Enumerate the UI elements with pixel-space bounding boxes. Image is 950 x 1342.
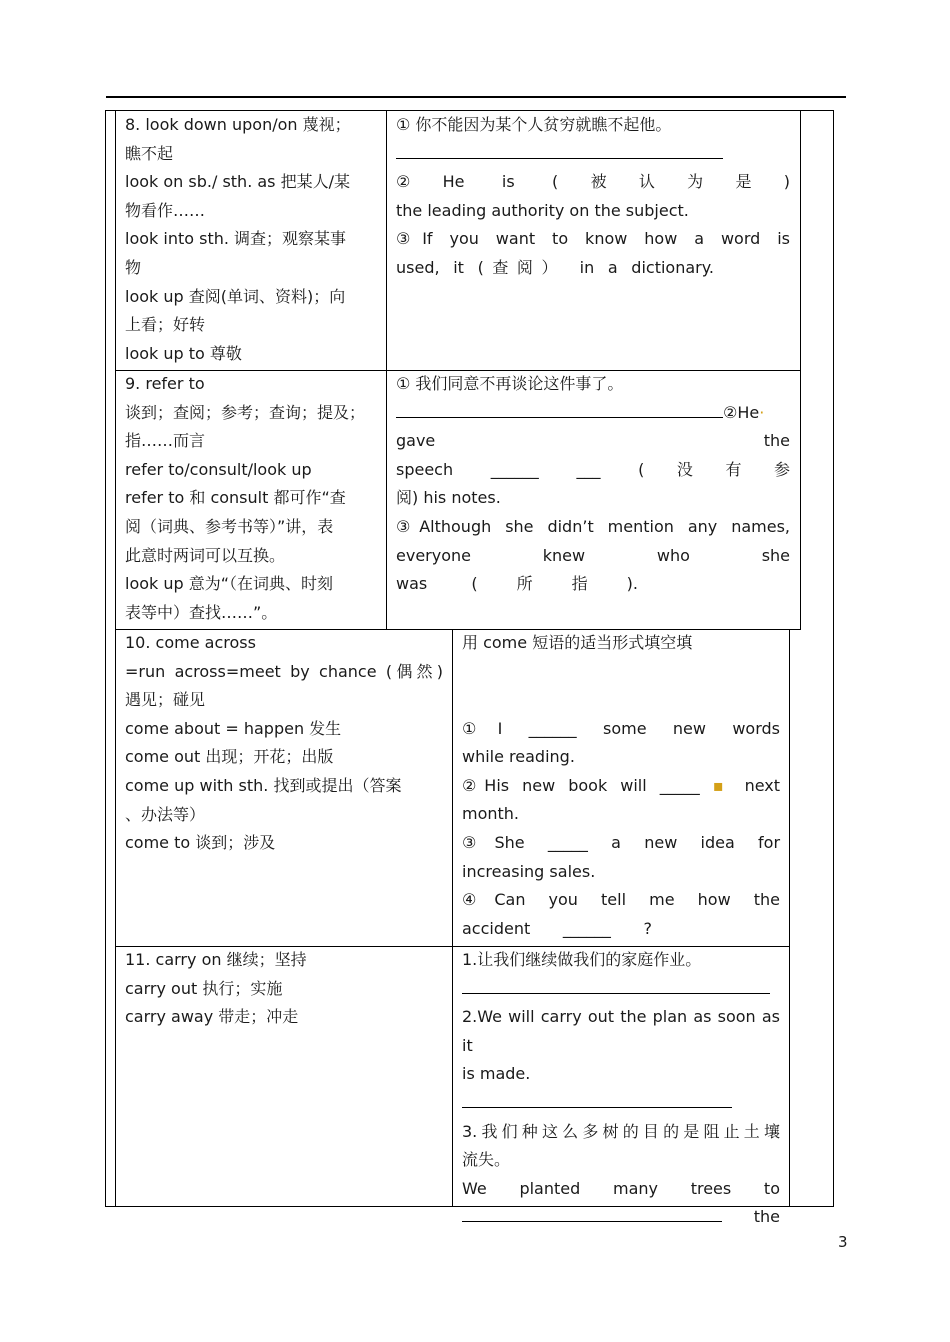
exercise-hint: (查阅）: [477, 257, 566, 277]
exercise-text: it: [453, 257, 464, 277]
left-line: 11. carry on 继续；坚持: [125, 950, 307, 969]
exercise-line: 2.We will carry out the plan as soon as it: [462, 1007, 780, 1055]
exercise-line: [396, 168, 790, 197]
exercise-text: in a dictionary.: [579, 257, 714, 277]
marker-dot: ▪: [712, 775, 732, 795]
exercise-hint: (被认为是): [552, 172, 790, 192]
header-rule: [106, 96, 846, 98]
row1-right-cell: [396, 111, 790, 283]
table-border-inner-left: [115, 110, 116, 1207]
exercise-text: for: [758, 832, 781, 852]
exercise-text: new: [672, 718, 706, 738]
left-line: refer to/consult/look up: [125, 459, 312, 479]
exercise-text: used,: [396, 257, 440, 277]
page-number: 3: [838, 1233, 848, 1251]
exercise-text: ②His new book will _____: [462, 775, 700, 795]
left-line: 指……而言: [125, 431, 206, 451]
exercise-line: [396, 570, 638, 599]
exercise-text: next: [744, 775, 781, 795]
left-line: 阅（词典、参考书等）”讲，表: [125, 516, 334, 536]
left-text: =run across=meet by chance: [125, 661, 377, 681]
left-line: come up with sth. 找到或提出（答案: [125, 775, 402, 795]
exercise-text: ?: [643, 918, 652, 938]
exercise-prompt: 1.让我们继续做我们的家庭作业。: [462, 950, 702, 969]
exercise-line: [462, 829, 780, 858]
exercise-text: who: [656, 545, 690, 565]
exercise-text: some: [603, 718, 647, 738]
left-line: look on sb./ sth. as 把某人/某: [125, 172, 350, 192]
exercise-text: the: [763, 431, 790, 451]
table-border-right: [833, 110, 834, 1207]
exercise-text: everyone: [396, 545, 471, 565]
row1-left-cell: [125, 111, 378, 368]
left-line: 表等中）查找……”。: [125, 602, 278, 622]
exercise-line: 流失。: [462, 1150, 511, 1170]
left-line: look up 查阅(单词、资料)；向: [125, 286, 346, 306]
left-line: come about = happen 发生: [125, 718, 342, 738]
exercise-text: accident: [462, 918, 531, 938]
left-line: come out 出现；开花；出版: [125, 747, 334, 767]
row3-right-cell: [462, 629, 780, 943]
left-line: 遇见；碰见: [125, 690, 206, 710]
exercise-line: [462, 772, 780, 801]
exercise-line: [462, 915, 652, 944]
row3-left-cell: [125, 629, 443, 858]
exercise-text: gave: [396, 431, 436, 451]
left-line: 9. refer to: [125, 374, 205, 393]
left-line: [125, 658, 443, 687]
exercise-text: ③She: [462, 832, 525, 852]
left-line: carry away 带走；冲走: [125, 1007, 299, 1027]
left-line: 谈到；查阅；参考；查询；提及；: [125, 402, 366, 422]
exercise-text: ②He: [723, 402, 760, 422]
left-line: look up 意为“（在词典、时刻: [125, 574, 334, 594]
table-border-left: [105, 110, 106, 1207]
exercise-text: speech: [396, 459, 454, 479]
exercise-line: ③Although she didn’t mention any names,: [396, 516, 790, 536]
row2-left-cell: [125, 370, 378, 627]
exercise-hint: (没有参: [638, 459, 791, 479]
exercise-line: We planted many trees to: [462, 1178, 780, 1198]
exercise-line: increasing sales.: [462, 861, 596, 881]
exercise-text: words: [732, 718, 780, 738]
exercise-line: [396, 427, 790, 456]
exercise-hint: (所指).: [471, 574, 638, 594]
left-line: carry out 执行；实施: [125, 978, 283, 998]
left-line: 物: [125, 257, 142, 277]
answer-blank[interactable]: [396, 399, 723, 418]
answer-blank[interactable]: [462, 1089, 780, 1118]
row3-4-right-border: [789, 629, 790, 1207]
answer-blank[interactable]: _____: [547, 832, 588, 852]
left-line: 、办法等）: [125, 804, 206, 824]
exercise-line: month.: [462, 804, 520, 824]
answer-blank[interactable]: [462, 1203, 722, 1222]
exercise-line: ③If you want to know how a word is: [396, 229, 790, 249]
exercise-text: she: [761, 545, 791, 565]
exercise-text: ②He is: [396, 172, 515, 192]
exercise-line: [396, 542, 790, 571]
left-line: 物看作……: [125, 200, 206, 220]
exercise-text: new: [644, 832, 678, 852]
left-line: come to 谈到；涉及: [125, 833, 276, 853]
exercise-prompt: ① 你不能因为某个人贫穷就瞧不起他。: [396, 115, 672, 134]
row4-left-cell: [125, 946, 443, 1032]
answer-blank[interactable]: ______: [490, 459, 539, 479]
exercise-text: was: [396, 574, 428, 594]
row3-4-divider: [452, 629, 453, 1207]
row2-right-cell: [396, 370, 790, 599]
exercise-line: 3.我们种这么多树的目的是阻止土壤: [462, 1121, 780, 1141]
exercise-line: while reading.: [462, 747, 575, 767]
exercise-text: ①I: [462, 718, 503, 738]
exercise-line: [462, 715, 780, 744]
exercise-instruction: 用 come 短语的适当形式填空填: [462, 633, 693, 652]
exercise-text: idea: [700, 832, 735, 852]
row4-right-cell: [462, 946, 780, 1232]
exercise-line: 阅) his notes.: [396, 488, 501, 508]
exercise-line: ④Can you tell me how the: [462, 890, 780, 910]
exercise-text: a: [611, 832, 621, 852]
marker-dot: ·: [759, 402, 765, 422]
answer-blank[interactable]: [462, 975, 780, 1004]
exercise-prompt: ① 我们同意不再谈论这件事了。: [396, 374, 624, 393]
answer-blank[interactable]: ______: [562, 918, 611, 938]
left-line: 8. look down upon/on 蔑视；: [125, 115, 351, 134]
exercise-line: [396, 254, 714, 283]
left-line: look up to 尊敬: [125, 343, 242, 363]
left-line: look into sth. 调查；观察某事: [125, 229, 347, 249]
left-line: refer to 和 consult 都可作“查: [125, 488, 346, 508]
answer-blank[interactable]: ___: [576, 459, 601, 479]
left-line: 10. come across: [125, 633, 256, 652]
left-text: (偶然): [385, 661, 443, 681]
exercise-line: [396, 399, 790, 428]
exercise-text: the: [753, 1207, 780, 1227]
answer-blank[interactable]: [396, 140, 790, 169]
answer-blank[interactable]: ______: [528, 718, 577, 738]
exercise-line: [396, 456, 790, 485]
exercise-line: [462, 1203, 780, 1232]
exercise-line: is made.: [462, 1064, 531, 1084]
exercise-text: knew: [542, 545, 586, 565]
left-line: 上看；好转: [125, 315, 206, 335]
spacer: [462, 658, 780, 715]
exercise-line: the leading authority on the subject.: [396, 200, 689, 220]
left-line: 瞧不起: [125, 143, 174, 163]
left-line: 此意时两词可以互换。: [125, 545, 286, 565]
